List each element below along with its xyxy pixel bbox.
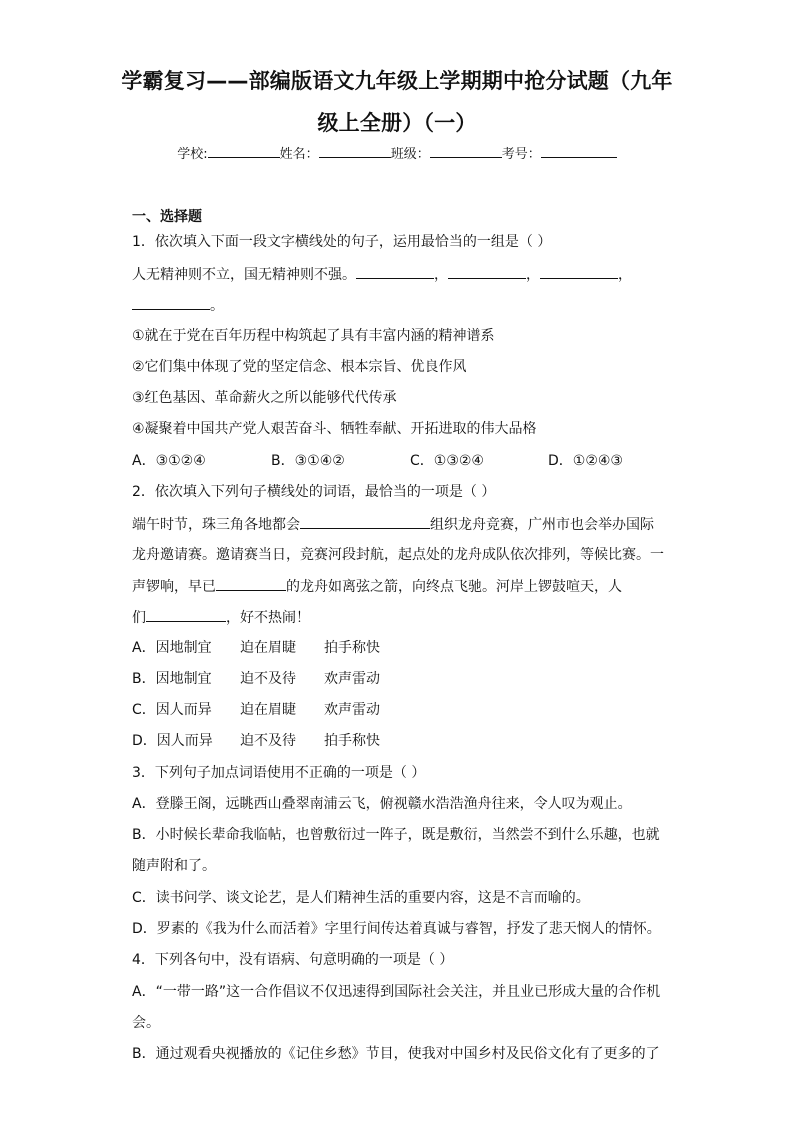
exam-title-line-2: 级上全册）（一）: [317, 111, 477, 135]
q1-passage-line-2: 。: [132, 294, 672, 317]
class-blank[interactable]: [430, 143, 502, 158]
q2-text-3: 声锣响，早已: [132, 579, 216, 595]
q2-text-4: 的龙舟如离弦之箭，向终点飞驰。河岸上锣鼓喧天，人: [286, 579, 622, 595]
q1-blank-2: [448, 263, 526, 279]
number-blank[interactable]: [541, 143, 617, 158]
name-label: 姓名：: [279, 147, 319, 162]
school-blank[interactable]: [208, 143, 280, 158]
q2-passage-line-4: [132, 606, 672, 629]
number-label: 考号：: [501, 147, 541, 162]
q1-option-d[interactable]: D．①②④③: [548, 453, 623, 469]
q2-option-c-word-1: C．因人而异: [132, 702, 212, 718]
q2-blank-1: [300, 513, 430, 529]
q2-option-c-word-2: 迫在眉睫: [240, 702, 296, 718]
q4-option-a-line-1[interactable]: A．“一带一路”这一合作倡议不仅迅速得到国际社会关注，并且业已形成大量的合作机: [132, 984, 661, 1000]
q3-option-d[interactable]: D．罗素的《我为什么而活着》字里行间传达着真诚与睿智，抒发了悲天悯人的情怀。: [132, 921, 661, 937]
q4-option-a-line-2[interactable]: 会。: [132, 1015, 160, 1031]
q2-passage-line-2: 龙舟邀请赛。邀请赛当日，竞赛河段封航，起点处的龙舟成队依次排列，等候比赛。一: [132, 547, 664, 563]
name-blank[interactable]: [319, 143, 391, 158]
q2-text-1: 端午时节，珠三角各地都会: [132, 517, 300, 533]
q2-stem: 2．依次填入下列句子横线处的词语，最恰当的一项是（ ）: [132, 484, 496, 500]
q2-option-c-word-3: 欢声雷动: [324, 702, 380, 718]
q2-passage-line-1: [132, 513, 672, 536]
q2-text-2: 组织龙舟竞赛，广州市也会举办国际: [430, 517, 654, 533]
exam-title-line-1: 学霸复习——部编版语文九年级上学期期中抢分试题（九年: [121, 69, 673, 93]
q1-passage-line-1: 人无精神则不立，国无精神则不强。 ， ， ，: [132, 263, 672, 286]
school-label: 学校:: [177, 147, 208, 162]
q4-option-b[interactable]: B．通过观看央视播放的《记住乡愁》节目，使我对中国乡村及民俗文化有了更多的了: [132, 1046, 660, 1062]
q2-option-a-word-2: 迫在眉睫: [240, 640, 296, 656]
q1-blank-3: [540, 263, 618, 279]
q1-blank-4: [132, 294, 210, 310]
q3-option-b-line-1[interactable]: B．小时候长辈命我临帖，也曾敷衍过一阵子，既是敷衍，当然尝不到什么乐趣，也就: [132, 827, 660, 843]
q3-option-b-line-2[interactable]: 随声附和了。: [132, 858, 216, 874]
q3-option-c[interactable]: C．读书问学、谈文论艺，是人们精神生活的重要内容，这是不言而喻的。: [132, 890, 590, 906]
q1-option-a[interactable]: A．③①②④: [132, 453, 206, 469]
q2-option-d-word-1: D．因人而异: [132, 733, 213, 749]
q3-stem: 3．下列句子加点词语使用不正确的一项是（ ）: [132, 765, 426, 781]
q2-option-b-word-3: 欢声雷动: [324, 671, 380, 687]
q2-option-d-word-3: 拍手称快: [324, 733, 380, 749]
q2-option-b-word-1: B．因地制宜: [132, 671, 212, 687]
class-label: 班级：: [390, 147, 430, 162]
q2-passage-line-3: [132, 575, 672, 598]
q1-sentence-4: ④凝聚着中国共产党人艰苦奋斗、牺牲奉献、开拓进取的伟大品格: [132, 421, 537, 437]
q3-option-a[interactable]: A．登滕王阁，远眺西山叠翠南浦云飞，俯视赣水浩浩渔舟往来，令人叹为观止。: [132, 796, 632, 812]
q2-option-d-word-2: 迫不及待: [240, 733, 296, 749]
q2-option-a-word-1: A．因地制宜: [132, 640, 212, 656]
q1-stem: 1．依次填入下面一段文字横线处的句子，运用最恰当的一组是（ ）: [132, 234, 552, 250]
q2-text-5: 们: [132, 610, 146, 626]
q1-sentence-2: ②它们集中体现了党的坚定信念、根本宗旨、优良作风: [132, 359, 467, 375]
q1-sentence-1: ①就在于党在百年历程中构筑起了具有丰富内涵的精神谱系: [132, 328, 495, 344]
q2-blank-2: [216, 575, 286, 591]
q2-text-6: ，好不热闹！: [226, 610, 310, 626]
q4-stem: 4．下列各句中，没有语病、句意明确的一项是（ ）: [132, 952, 454, 968]
q2-option-a-word-3: 拍手称快: [324, 640, 380, 656]
q1-option-c[interactable]: C．①③②④: [410, 453, 484, 469]
section-heading: 一、选择题: [132, 209, 202, 225]
q1-sentence-3: ③红色基因、革命薪火之所以能够代代传承: [132, 390, 397, 406]
q1-option-b[interactable]: B．③①④②: [271, 453, 345, 469]
q1-blank-1: [356, 263, 434, 279]
q2-blank-3: [146, 606, 226, 622]
q2-option-b-word-2: 迫不及待: [240, 671, 296, 687]
q1-passage-text: 人无精神则不立，国无精神则不强。: [132, 267, 356, 283]
student-info-row: [0, 143, 794, 165]
